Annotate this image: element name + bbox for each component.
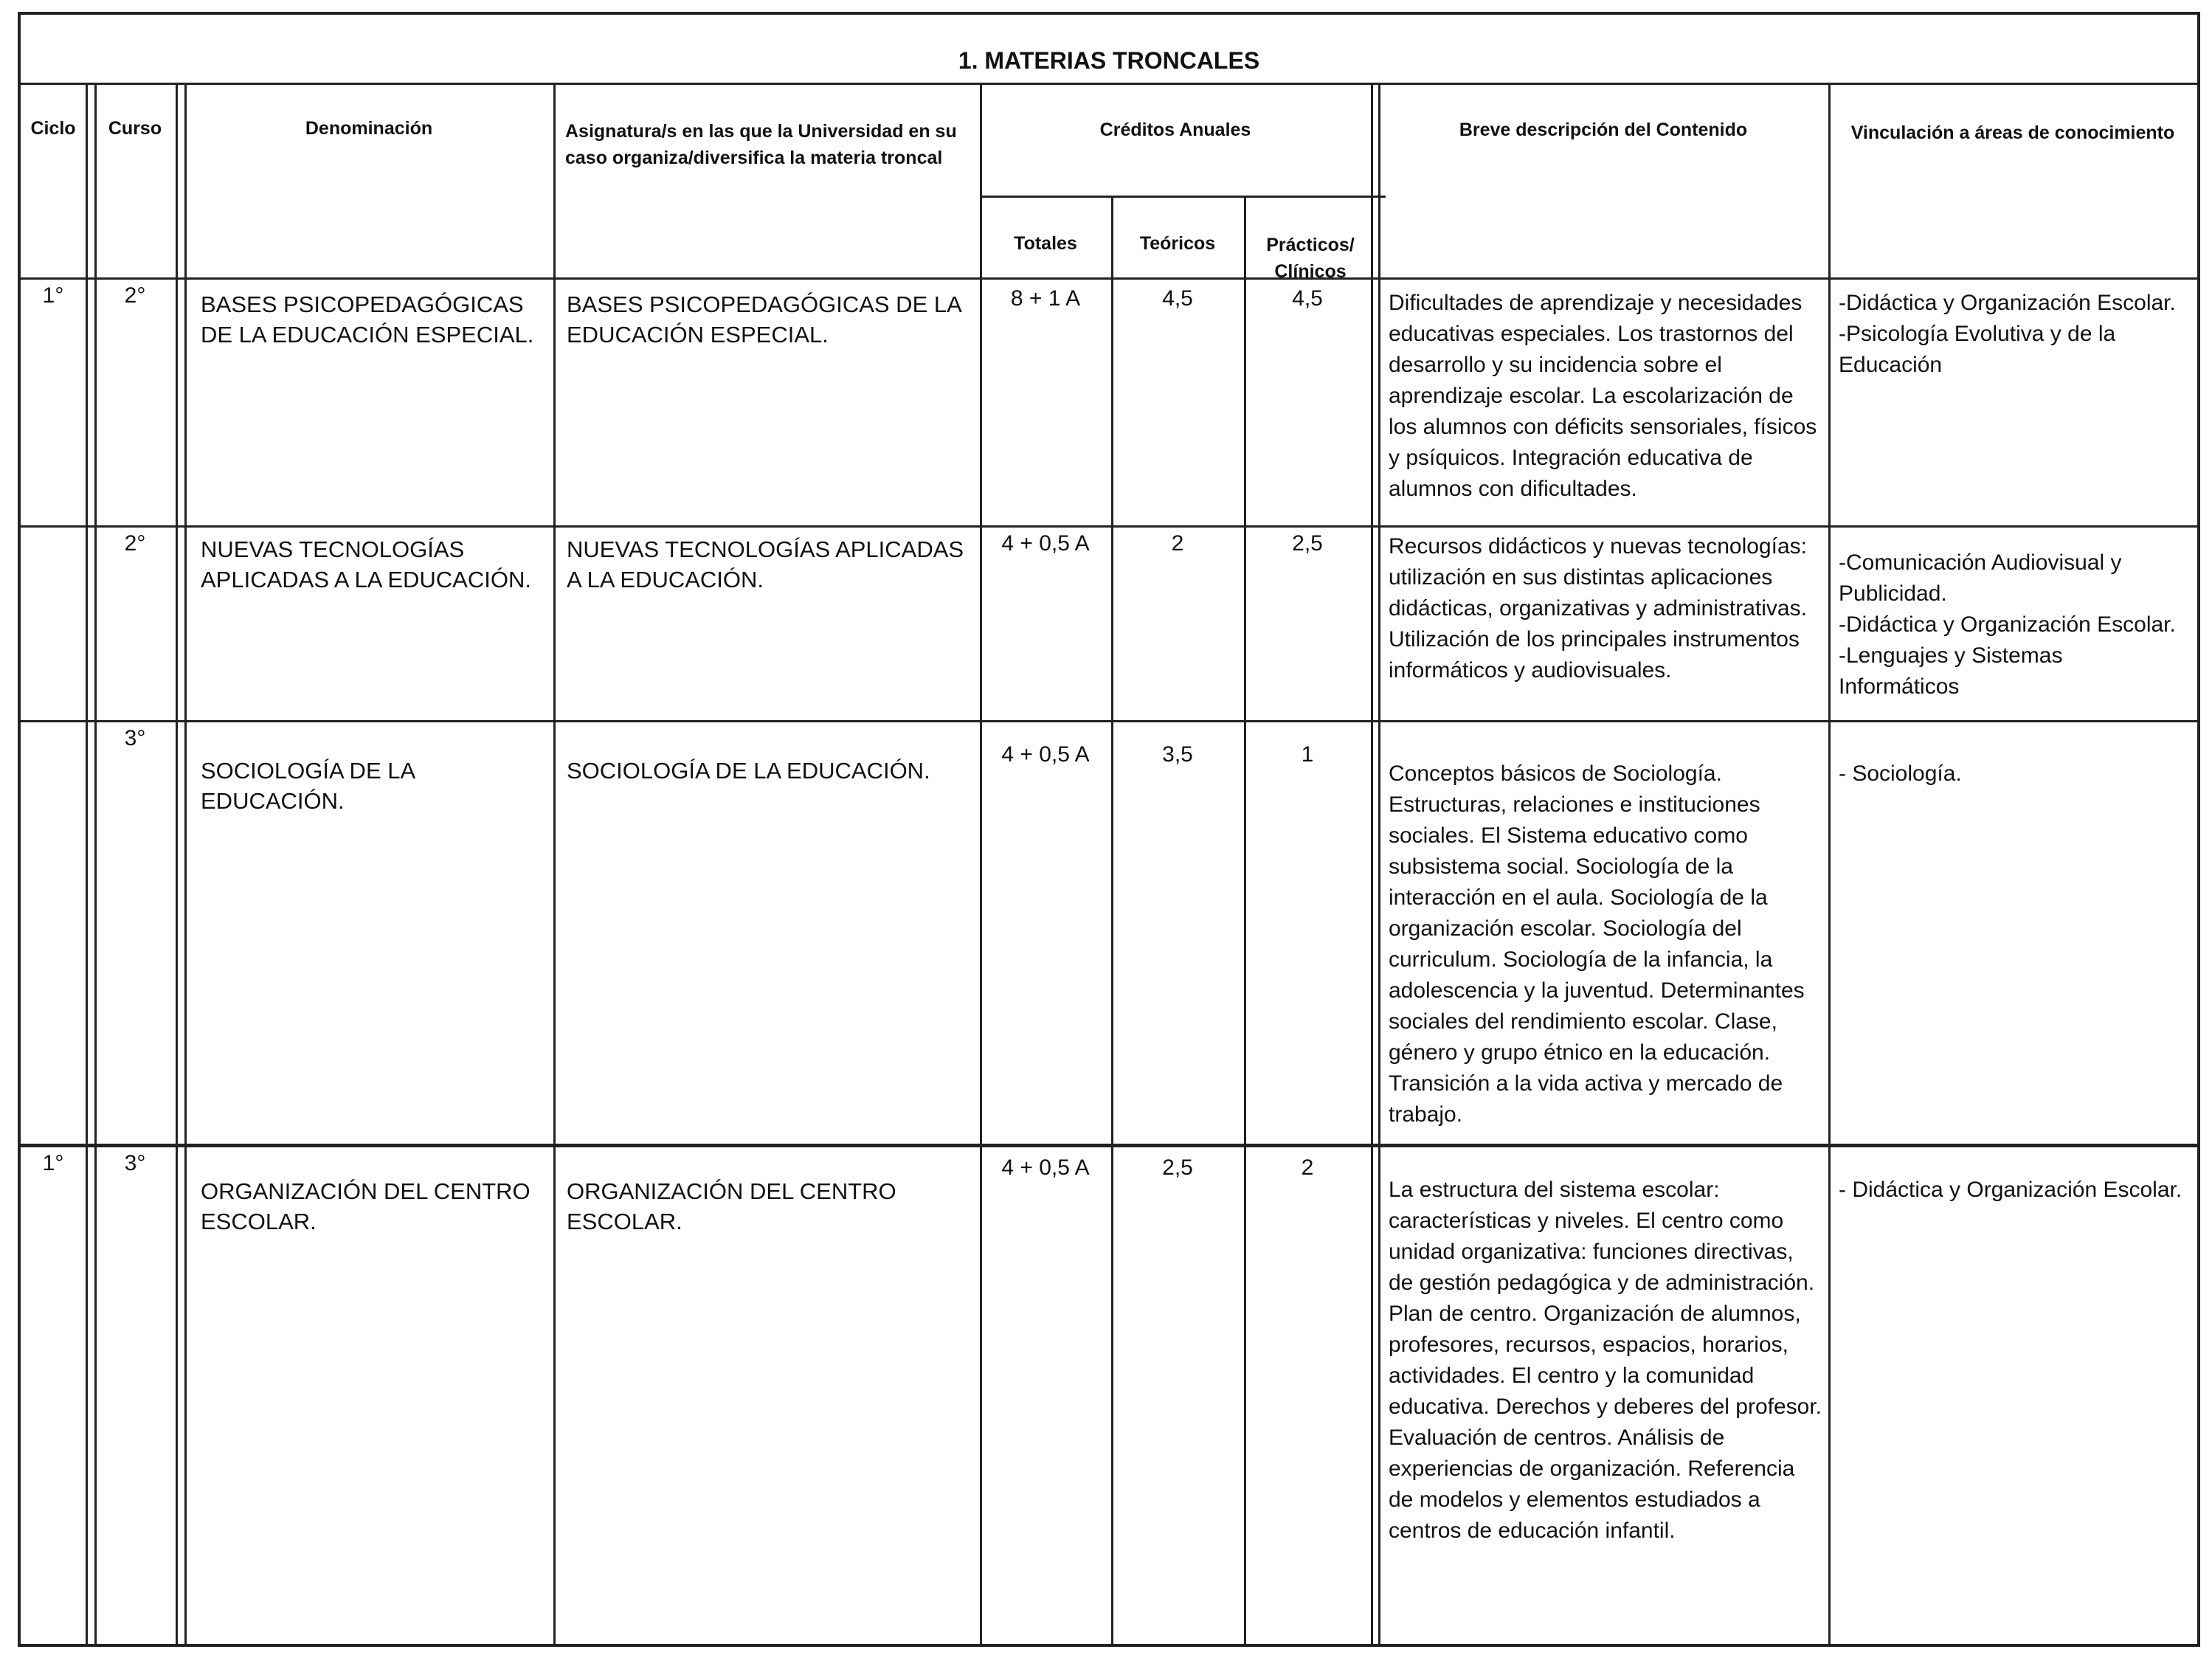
row3-vinculacion — [1839, 759, 2185, 789]
col-line-practicos — [1371, 83, 1373, 1644]
row4-asignatura: ORGANIZACIÓN DEL CENTRO ESCOLAR. — [567, 1178, 896, 1234]
row2-asignatura: NUEVAS TECNOLOGÍAS APLICADAS A LA EDUCACIÓN. — [567, 536, 964, 592]
row4-denominacion: ORGANIZACIÓN DEL CENTRO ESCOLAR. — [201, 1178, 530, 1234]
row2-denominacion: NUEVAS TECNOLOGÍAS APLICADAS A LA EDUCACIÓN. — [201, 536, 531, 592]
header-curso: Curso — [108, 118, 162, 139]
row1-vinculacion — [1839, 288, 2185, 381]
row-divider-2 — [21, 720, 2197, 722]
row2-teoricos: 2 — [1171, 531, 1184, 556]
row1-denominacion: BASES PSICOPEDAGÓGICAS DE LA EDUCACIÓN ESPECIAL. — [201, 291, 534, 348]
col-line-curso — [176, 83, 178, 1644]
row1-vinculacion-item: -Psicología Evolutiva y de la Educación — [1839, 322, 2116, 377]
row3-totales: 4 + 0,5 A — [1001, 742, 1090, 767]
row3-asignatura: SOCIOLOGÍA DE LA EDUCACIÓN. — [567, 758, 930, 784]
row2-vinculacion-item: -Comunicación Audiovisual y Publicidad. — [1839, 550, 2122, 606]
row2-vinculacion-item: -Lenguajes y Sistemas Informáticos — [1839, 643, 2063, 699]
header-practicos-clinicos: Prácticos/ Clínicos — [1266, 235, 1355, 282]
col-line-descripcion — [1828, 83, 1831, 1644]
header-denominacion: Denominación — [305, 118, 433, 139]
header-asignatura: Asignatura/s en las que la Universidad en su caso organiza/diversifica la materia troncal — [565, 121, 957, 168]
row3-curso: 3° — [124, 726, 146, 750]
materias-troncales-table — [18, 12, 2200, 1647]
header-bottom-line — [21, 277, 2197, 280]
row4-vinculacion-item: - Didáctica y Organización Escolar. — [1839, 1178, 2182, 1202]
row2-curso: 2° — [124, 531, 146, 556]
row2-vinculacion — [1839, 547, 2185, 702]
row1-vinculacion-item: -Didáctica y Organización Escolar. — [1839, 291, 2176, 315]
col-line-denominacion — [553, 83, 556, 1644]
header-totales: Totales — [1014, 233, 1077, 254]
creditos-subheader-divider — [980, 196, 1386, 198]
row4-totales: 4 + 0,5 A — [1001, 1155, 1090, 1180]
row1-curso: 2° — [124, 283, 146, 308]
row2-descripcion: Recursos didácticos y nuevas tecnologías: utilización en sus distintas aplicaciones didácticas, organizativas y administrativas. Utilización de los principales instrumentos informáticos y audiovisuales. — [1389, 534, 1807, 683]
header-ciclo: Ciclo — [30, 118, 76, 139]
header-descripcion: Breve descripción del Contenido — [1459, 120, 1748, 140]
row1-ciclo: 1° — [42, 283, 64, 308]
row4-descripcion: La estructura del sistema escolar: características y niveles. El centro como unidad organizativa: funciones directivas, de gestión pedagógica y de administración. Plan de centro. Organización de alumnos, profesores, recursos, espacios, horarios, actividades. El centro y la comunidad educativa. Derechos y deberes del profesor. Evaluación de centros. Análisis de experiencias de organización. Referencia de modelos y elementos estudiados a centros de educación infantil. — [1389, 1178, 1822, 1543]
title-divider — [21, 83, 2197, 85]
col-line-asignatura — [980, 83, 982, 1644]
col-line-curso-double — [184, 83, 187, 1644]
row-divider-3 — [21, 1144, 2197, 1147]
table-title: 1. MATERIAS TRONCALES — [958, 47, 1260, 74]
row4-curso: 3° — [124, 1151, 146, 1175]
row4-ciclo: 1° — [42, 1151, 64, 1175]
header-creditos-anuales: Créditos Anuales — [1099, 120, 1251, 140]
row1-totales: 8 + 1 A — [1010, 286, 1081, 311]
row1-descripcion: Dificultades de aprendizaje y necesidades educativas especiales. Los trastornos del desarrollo y su incidencia sobre el aprendizaje escolar. La escolarización de los alumnos con déficits sensoriales, físicos y psíquicos. Integración educativa de alumnos con dificultades. — [1389, 291, 1817, 501]
row-divider-1 — [21, 525, 2197, 528]
row4-vinculacion — [1839, 1175, 2185, 1206]
row3-teoricos: 3,5 — [1162, 742, 1193, 767]
col-line-ciclo — [86, 83, 88, 1644]
row3-practicos: 1 — [1301, 742, 1314, 767]
row3-vinculacion-item: - Sociología. — [1839, 761, 1962, 786]
row2-totales: 4 + 0,5 A — [1001, 531, 1090, 556]
row1-asignatura: BASES PSICOPEDAGÓGICAS DE LA EDUCACIÓN ESPECIAL. — [567, 291, 961, 348]
col-line-practicos-double — [1378, 83, 1380, 1644]
row1-teoricos: 4,5 — [1162, 286, 1193, 311]
row3-denominacion: SOCIOLOGÍA DE LA EDUCACIÓN. — [201, 758, 415, 814]
row2-practicos: 2,5 — [1292, 531, 1323, 556]
row4-practicos: 2 — [1301, 1155, 1314, 1180]
row3-descripcion: Conceptos básicos de Sociología. Estructuras, relaciones e instituciones sociales. El Sistema educativo como subsistema social. Sociología de la interacción en el aula. Sociología de la organización escolar. Sociología del curriculum. Sociología de la infancia, la adolescencia y la juventud. Determinantes sociales del rendimiento escolar. Clase, género y grupo étnico en la educación. Transición a la vida activa y mercado de trabajo. — [1389, 761, 1805, 1127]
header-teoricos: Teóricos — [1139, 233, 1216, 254]
row4-teoricos: 2,5 — [1162, 1155, 1193, 1180]
row1-practicos: 4,5 — [1292, 286, 1323, 311]
col-line-teoricos — [1244, 196, 1246, 1644]
header-vinculacion: Vinculación a áreas de conocimiento — [1850, 122, 2175, 143]
row2-vinculacion-item: -Didáctica y Organización Escolar. — [1839, 612, 2176, 637]
col-line-totales — [1111, 196, 1113, 1644]
col-line-ciclo-double — [94, 83, 97, 1644]
